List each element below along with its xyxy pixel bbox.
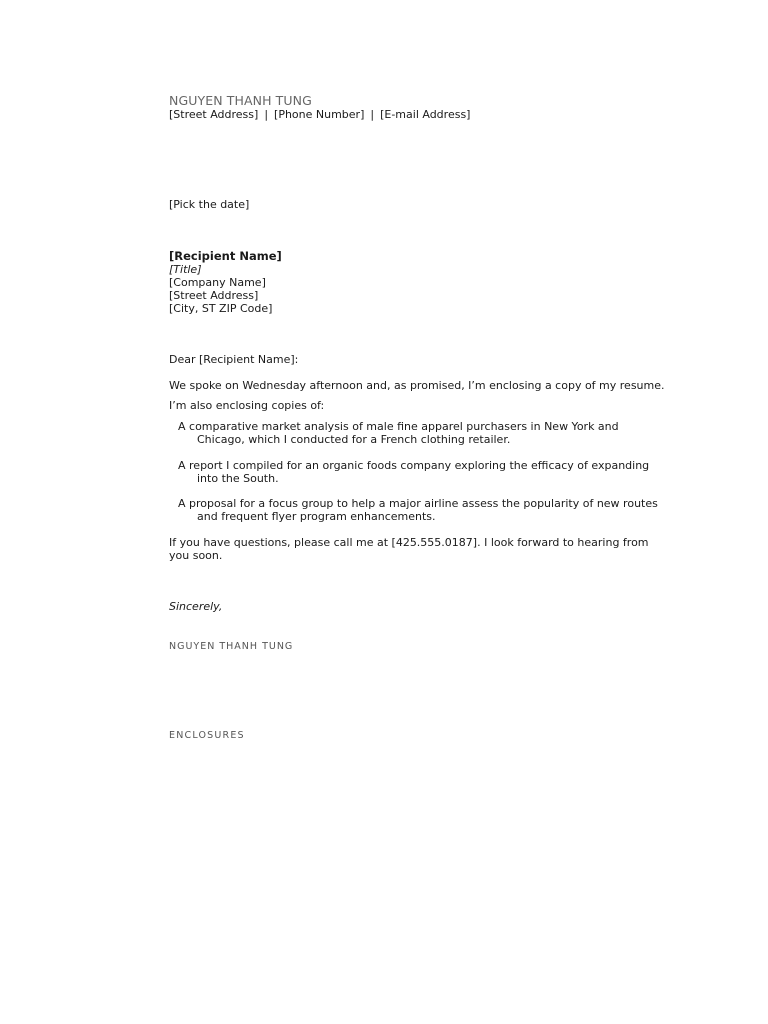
recipient-title: [Title] <box>169 263 202 276</box>
recipient-company: [Company Name] <box>169 276 266 289</box>
recipient-street-address: [Street Address] <box>169 289 259 302</box>
closing-paragraph-line: If you have questions, please call me at [425.555.0187]. I look forward to hearing from <box>169 536 649 549</box>
sender-phone-number: [Phone Number] <box>274 108 365 121</box>
enclosures-label: ENCLOSURES <box>169 730 245 741</box>
separator: | <box>370 108 375 121</box>
list-item-line: and frequent flyer program enhancements. <box>197 510 436 523</box>
recipient-block <box>169 249 282 315</box>
list-item-line: Chicago, which I conducted for a French clothing retailer. <box>197 433 511 446</box>
sender-name: NGUYEN THANH TUNG <box>169 93 312 108</box>
signoff: Sincerely, <box>169 600 223 613</box>
signature-name: NGUYEN THANH TUNG <box>169 641 294 652</box>
list-item <box>178 497 658 523</box>
sender-email-address: [E-mail Address] <box>380 108 471 121</box>
recipient-city: [City, ST ZIP Code] <box>169 302 273 315</box>
body-paragraph-1: We spoke on Wednesday afternoon and, as promised, I’m enclosing a copy of my resume. <box>169 379 665 392</box>
sender-contact-line <box>169 108 470 121</box>
letter-date: [Pick the date] <box>169 198 250 211</box>
recipient-name: [Recipient Name] <box>169 249 282 263</box>
body-paragraph-2: I’m also enclosing copies of: <box>169 399 325 412</box>
list-item-line: into the South. <box>197 472 279 485</box>
separator: | <box>264 108 269 121</box>
sender-street-address: [Street Address] <box>169 108 259 121</box>
list-item <box>178 459 648 485</box>
list-item-line: A comparative market analysis of male fine apparel purchasers in New York and <box>178 420 619 433</box>
list-item-line: A report I compiled for an organic foods company exploring the efficacy of expanding <box>178 459 650 472</box>
list-item-line: A proposal for a focus group to help a major airline assess the popularity of new routes <box>178 497 658 510</box>
list-item <box>178 420 648 446</box>
closing-paragraph-line: you soon. <box>169 549 223 562</box>
salutation: Dear [Recipient Name]: <box>169 353 299 366</box>
closing-paragraph <box>169 536 649 562</box>
